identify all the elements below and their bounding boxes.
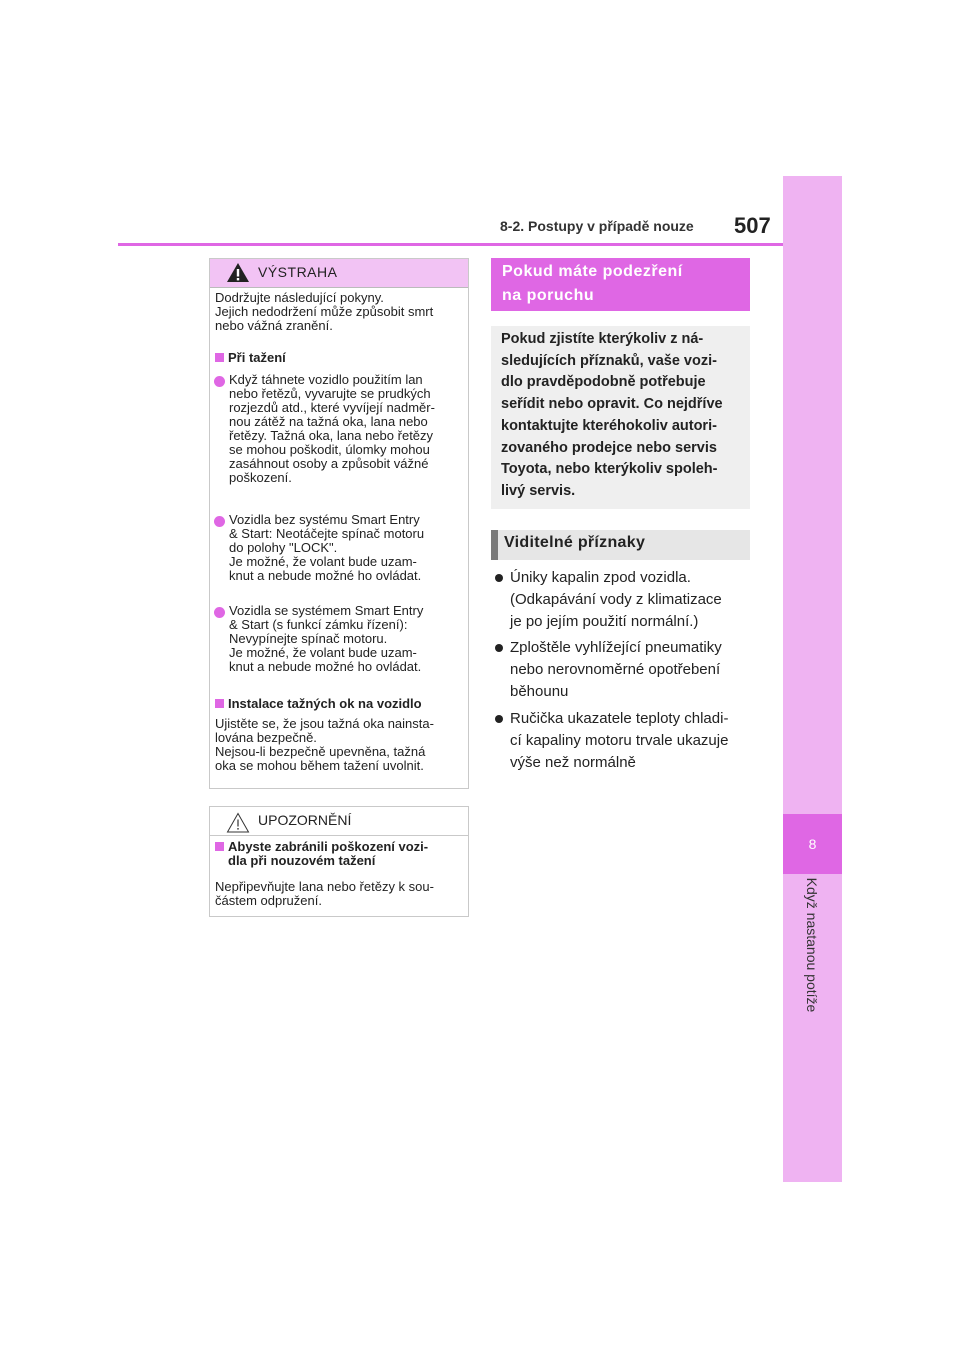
header-rule bbox=[118, 243, 783, 246]
caution-triangle-icon bbox=[226, 812, 250, 833]
warning-bullet-no-smart-entry bbox=[229, 513, 424, 583]
heading-line: Pokud máte podezření bbox=[502, 263, 683, 280]
symptom-line: Ručička ukazatele teploty chladi- bbox=[510, 710, 729, 727]
round-bullet-icon bbox=[214, 376, 225, 387]
bullet-line: se mohou poškodit, úlomky mohou bbox=[229, 442, 430, 457]
warning-title: VÝSTRAHA bbox=[258, 264, 338, 280]
text-line: zovaného prodejce nebo servis bbox=[501, 439, 717, 456]
warning-header-divider bbox=[210, 287, 468, 288]
bullet-line: zasáhnout osoby a způsobit vážné bbox=[229, 456, 429, 471]
symptom-line: Zploštěle vyhlížející pneumatiky bbox=[510, 639, 722, 656]
bullet-line: Je možné, že volant bude uzam- bbox=[229, 554, 417, 569]
symptom-line: (Odkapávání vody z klimatizace bbox=[510, 591, 722, 608]
symptom-line: běhounu bbox=[510, 683, 569, 700]
bullet-line: knut a nebude možné ho ovládat. bbox=[229, 659, 422, 674]
chapter-label: Když nastanou potíže bbox=[804, 877, 820, 1013]
warning-intro bbox=[215, 291, 433, 333]
warning-intro-line: Dodržujte následující pokyny. bbox=[215, 290, 384, 305]
symptom-item-leaks bbox=[510, 567, 722, 633]
warning-subheading-towing bbox=[215, 351, 286, 365]
round-bullet-icon bbox=[214, 607, 225, 618]
subheading-text: dla při nouzovém tažení bbox=[228, 853, 376, 868]
symptom-line: Úniky kapalin zpod vozidla. bbox=[510, 569, 691, 586]
text-line: Nepřipevňujte lana nebo řetězy k sou- bbox=[215, 879, 434, 894]
caution-text bbox=[215, 880, 434, 908]
bullet-line: rozjezdů atd., které vyvíjejí nadměr- bbox=[229, 400, 435, 415]
bullet-line: řetězy. Tažná oka, lana nebo řetězy bbox=[229, 428, 434, 443]
subsection-heading: Viditelné příznaky bbox=[504, 534, 646, 551]
warning-subheading-hooks bbox=[215, 697, 422, 711]
text-line: částem odpružení. bbox=[215, 893, 322, 908]
bullet-line: do polohy "LOCK". bbox=[229, 540, 338, 555]
warning-hooks-text bbox=[215, 717, 434, 773]
subheading-text: Při tažení bbox=[228, 350, 286, 365]
symptom-line: výše než normálně bbox=[510, 754, 636, 771]
text-line: oka se mohou během tažení uvolnit. bbox=[215, 758, 424, 773]
subheading-text: Abyste zabránili poškození vozi- bbox=[228, 839, 429, 854]
caution-subheading bbox=[215, 840, 428, 868]
text-line: Pokud zjistíte kterýkoliv z ná- bbox=[501, 331, 704, 347]
intro-text bbox=[501, 329, 746, 503]
warning-intro-line: nebo vážná zranění. bbox=[215, 318, 333, 333]
text-line: lována bezpečně. bbox=[215, 730, 317, 745]
bullet-dot-icon bbox=[495, 574, 503, 582]
caution-header-divider bbox=[210, 835, 468, 836]
bullet-line: Nevypínejte spínač motoru. bbox=[229, 631, 388, 646]
bullet-line: nebo řetězů, vyvarujte se prudkých bbox=[229, 386, 431, 401]
text-line: kontaktujte kteréhokoliv autori- bbox=[501, 417, 717, 434]
bullet-line: Je možné, že volant bude uzam- bbox=[229, 645, 417, 660]
square-bullet-icon bbox=[215, 842, 224, 851]
symptom-item-tires bbox=[510, 637, 722, 703]
warning-triangle-icon bbox=[226, 262, 250, 283]
warning-bullet-towing bbox=[229, 373, 435, 485]
warning-bullet-smart-entry bbox=[229, 604, 423, 674]
square-bullet-icon bbox=[215, 353, 224, 362]
bullet-line: Když táhnete vozidlo použitím lan bbox=[229, 372, 423, 387]
text-line: Ujistěte se, že jsou tažná oka nainsta- bbox=[215, 716, 434, 731]
chapter-number: 8 bbox=[808, 836, 817, 852]
side-tab-strip bbox=[783, 176, 842, 1182]
page-number: 507 bbox=[734, 213, 771, 238]
bullet-dot-icon bbox=[495, 644, 503, 652]
bullet-line: & Start: Neotáčejte spínač motoru bbox=[229, 526, 425, 541]
bullet-line: knut a nebude možné ho ovládat. bbox=[229, 568, 422, 583]
heading-line: na poruchu bbox=[502, 287, 595, 304]
bullet-line: poškození. bbox=[229, 470, 292, 485]
text-line: Toyota, nebo kterýkoliv spoleh- bbox=[501, 461, 718, 478]
bullet-line: Vozidla se systémem Smart Entry bbox=[229, 603, 424, 618]
section-title: 8-2. Postupy v případě nouze bbox=[500, 218, 694, 234]
text-line: Nejsou-li bezpečně upevněna, tažná bbox=[215, 744, 426, 759]
section-heading bbox=[502, 260, 742, 308]
text-line: dlo pravděpodobně potřebuje bbox=[501, 374, 706, 391]
round-bullet-icon bbox=[214, 516, 225, 527]
symptom-line: je po jejím použití normální.) bbox=[510, 613, 699, 630]
caution-title: UPOZORNĚNÍ bbox=[258, 812, 352, 828]
bullet-line: nou zátěž na tažná oka, lana nebo bbox=[229, 414, 428, 429]
bullet-line: Vozidla bez systému Smart Entry bbox=[229, 512, 420, 527]
bullet-dot-icon bbox=[495, 715, 503, 723]
symptom-line: nebo nerovnoměrné opotřebení bbox=[510, 661, 721, 678]
symptom-item-temperature bbox=[510, 708, 728, 774]
square-bullet-icon bbox=[215, 699, 224, 708]
text-line: seřídit nebo opravit. Co nejdříve bbox=[501, 396, 723, 413]
warning-intro-line: Jejich nedodržení může způsobit smrt bbox=[215, 304, 434, 319]
text-line: livý servis. bbox=[501, 482, 576, 499]
subheading-text: Instalace tažných ok na vozidlo bbox=[228, 696, 422, 711]
subsection-heading-accent bbox=[491, 530, 498, 560]
text-line: sledujících příznaků, vaše vozi- bbox=[501, 352, 717, 369]
symptom-line: cí kapaliny motoru trvale ukazuje bbox=[510, 732, 729, 749]
bullet-line: & Start (s funkcí zámku řízení): bbox=[229, 617, 408, 632]
